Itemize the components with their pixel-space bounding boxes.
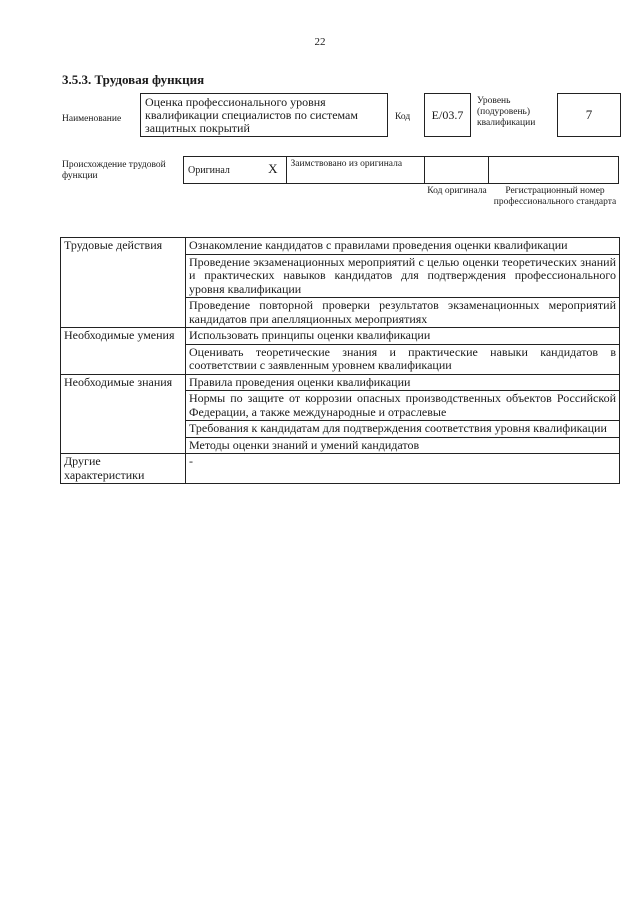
item-cell: Правила проведения оценки квалификации: [186, 374, 620, 391]
category-cell: Необходимые умения: [61, 328, 186, 375]
level-field: 7: [557, 93, 621, 137]
category-cell: Трудовые действия: [61, 238, 186, 328]
item-cell: Оценивать теоретические знания и практические навыки кандидатов в соответствии с заявленным уровнем квалификации: [186, 344, 620, 374]
table-row: [61, 374, 620, 391]
item-cell: Требования к кандидатам для подтверждения соответствия уровня квалификации: [186, 421, 620, 438]
original-label: Оригинал: [188, 164, 230, 176]
origin-table: [183, 156, 619, 184]
registration-number-cell: [489, 157, 618, 183]
section-title: 3.5.3. Трудовая функция: [62, 72, 205, 87]
borrowed-label: Заимствовано из оригинала: [287, 157, 425, 183]
category-cell: Другие характеристики: [61, 454, 186, 484]
origin-original-cell: [184, 157, 287, 183]
page-number: 22: [314, 36, 326, 48]
original-code-cell: [425, 157, 489, 183]
item-cell: Проведение экзаменационных мероприятий с целью оценки теоретических знаний и практических навыков кандидатов для подтверждения профессионального уровня квалификации: [186, 254, 620, 298]
function-name-field: Оценка профессионального уровня квалификации специалистов по системам защитных покрытий: [140, 93, 388, 137]
item-cell: Ознакомление кандидатов с правилами проведения оценки квалификации: [186, 238, 620, 255]
original-mark: X: [268, 161, 278, 176]
item-cell: -: [186, 454, 620, 484]
origin-label: Происхождение трудовой функции: [62, 160, 166, 181]
code-label: Код: [395, 112, 411, 122]
table-row: [61, 328, 620, 345]
name-label: Наименование: [62, 114, 122, 124]
registration-caption: Регистрационный номер профессионального стандарта: [493, 186, 617, 207]
item-cell: Проведение повторной проверки результатов экзаменационных мероприятий кандидатов при апелляционных мероприятиях: [186, 298, 620, 328]
level-label: Уровень (подуровень) квалификации: [477, 96, 536, 128]
code-field: E/03.7: [424, 93, 471, 137]
table-row: [61, 454, 620, 484]
category-cell: Необходимые знания: [61, 374, 186, 454]
function-details-table: [60, 237, 620, 484]
code-caption: Код оригинала: [427, 186, 487, 196]
item-cell: Нормы по защите от коррозии опасных производственных объектов Российской Федерации, а также международные и отраслевые: [186, 391, 620, 421]
table-row: [61, 238, 620, 255]
item-cell: Методы оценки знаний и умений кандидатов: [186, 437, 620, 454]
item-cell: Использовать принципы оценки квалификации: [186, 328, 620, 345]
